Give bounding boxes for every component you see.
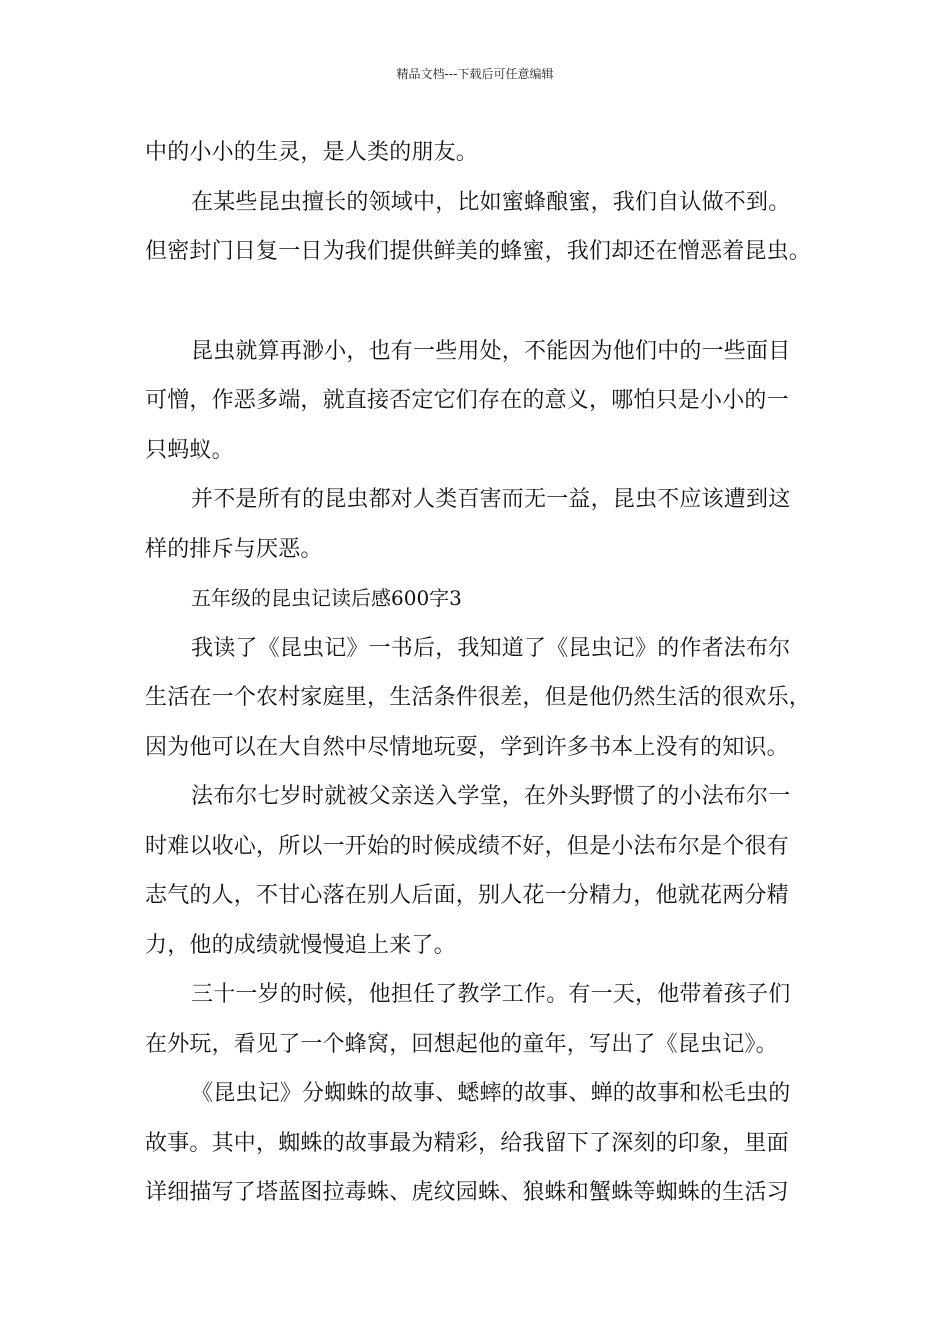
paragraph-4 bbox=[145, 475, 815, 574]
paragraph-6 bbox=[145, 772, 815, 970]
document-body bbox=[145, 128, 815, 1218]
text-line: 详细描写了塔蓝图拉毒蛛、虎纹园蛛、狼蛛和蟹蛛等蜘蛛的生活习 bbox=[145, 1180, 789, 1205]
text-line: 样的排斥与厌恶。 bbox=[145, 536, 323, 562]
text-line: 昆虫就算再渺小，也有一些用处，不能因为他们中的一些面目 bbox=[191, 338, 791, 364]
text-line: 但密封门日复一日为我们提供鲜美的蜂蜜，我们却还在憎恶着昆虫。 bbox=[145, 239, 812, 264]
paragraph-3 bbox=[145, 327, 815, 476]
text-line: 故事。其中，蜘蛛的故事最为精彩，给我留下了深刻的印象，里面 bbox=[145, 1130, 789, 1156]
page-header: 精品文档---下载后可任意编辑 bbox=[396, 67, 554, 81]
text-line: 生活在一个农村家庭里，生活条件很差，但是他仍然生活的很欢乐， bbox=[145, 685, 812, 710]
paragraph-2 bbox=[145, 178, 815, 277]
text-line: 因为他可以在大自然中尽情地玩耍，学到许多书本上没有的知识。 bbox=[145, 734, 789, 760]
text-line: 可憎，作恶多端，就直接否定它们存在的意义，哪怕只是小小的一 bbox=[145, 388, 789, 413]
text-line: 法布尔七岁时就被父亲送入学堂，在外头野惯了的小法布尔一 bbox=[191, 784, 791, 809]
paragraph-5 bbox=[145, 624, 815, 773]
paragraph-1 bbox=[145, 128, 815, 178]
text-line: 在某些昆虫擅长的领域中，比如蜜蜂酿蜜，我们自认做不到。 bbox=[191, 189, 791, 215]
text-line: 力，他的成绩就慢慢追上来了。 bbox=[145, 932, 456, 958]
text-line: 志气的人，不甘心落在别人后面，别人花一分精力，他就花两分精 bbox=[145, 883, 789, 908]
text-line: 《昆虫记》分蜘蛛的故事、蟋蟀的故事、蝉的故事和松毛虫的 bbox=[191, 1081, 791, 1106]
paragraph-7 bbox=[145, 970, 815, 1069]
text-line: 我读了《昆虫记》一书后，我知道了《昆虫记》的作者法布尔 bbox=[191, 635, 791, 661]
text-line: 中的小小的生灵，是人类的朋友。 bbox=[145, 140, 479, 165]
paragraph-gap bbox=[145, 277, 815, 327]
text-line: 只蚂蚁。 bbox=[145, 437, 234, 463]
text-line: 三十一岁的时候，他担任了教学工作。有一天，他带着孩子们 bbox=[191, 982, 791, 1007]
text-line: 时难以收心，所以一开始的时候成绩不好，但是小法布尔是个很有 bbox=[145, 833, 789, 859]
section-heading: 五年级的昆虫记读后感600字3 bbox=[191, 586, 462, 610]
text-line: 并不是所有的昆虫都对人类百害而无一益，昆虫不应该遭到这 bbox=[191, 487, 791, 512]
paragraph-8 bbox=[145, 1069, 815, 1218]
text-line: 在外玩，看见了一个蜂窝，回想起他的童年，写出了《昆虫记》。 bbox=[145, 1031, 778, 1057]
